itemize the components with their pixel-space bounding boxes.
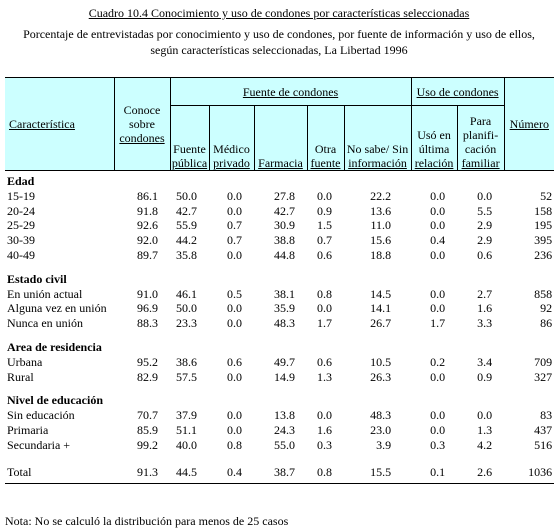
cell-value: 44.2 (176, 233, 197, 248)
cell-value: 48.3 (274, 316, 295, 331)
header-numero: Número (504, 78, 554, 171)
cell-value: 35.8 (176, 247, 197, 262)
total-row (5, 459, 554, 484)
cell-value: 0.0 (477, 408, 493, 423)
cell-value: 70.7 (137, 408, 158, 423)
cell-value: 0.0 (430, 188, 446, 203)
header-uso-group: Uso de condones (411, 78, 504, 106)
cell-value: 0.6 (317, 247, 332, 262)
cell-value: 1.7 (317, 316, 332, 331)
cell-value: 0.0 (430, 286, 446, 301)
cell-value: 26.3 (370, 369, 392, 384)
cell-value: 0.0 (227, 301, 242, 316)
row-label: Sin educación (7, 408, 75, 423)
header-farmacia: Farmacia (254, 106, 307, 171)
row-label: Rural (7, 369, 34, 384)
cell-value: 49.7 (274, 354, 295, 369)
cell-value: 0.3 (430, 437, 446, 452)
table-row (5, 248, 554, 263)
row-label: Alguna vez en unión (7, 301, 107, 316)
row-label: 20-24 (7, 203, 35, 218)
cell-value: 3.9 (376, 437, 392, 452)
header-caracteristica: Característica (5, 78, 114, 171)
cell-value: 0.0 (227, 247, 242, 262)
cell-value: 0.0 (430, 247, 446, 262)
table-row (5, 316, 554, 331)
cell-value: 0.6 (477, 247, 493, 262)
cell-value: 46.1 (176, 286, 197, 301)
cell-value: 99.2 (137, 437, 158, 452)
cell-value: 0.6 (227, 354, 242, 369)
cell-value: 0.0 (227, 203, 242, 218)
cell-value: 0.0 (227, 369, 242, 384)
cell-value: 83 (540, 408, 553, 423)
cell-value: 0.8 (227, 437, 242, 452)
header-no-sabe: No sabe/ Sin información (344, 106, 411, 171)
table-note: Nota: No se calculó la distribución para menos de 25 casos (5, 514, 289, 528)
cell-value: 0.8 (307, 459, 344, 484)
table-row (5, 218, 554, 233)
cell-value: 23.3 (176, 316, 197, 331)
cell-value: 709 (534, 354, 553, 369)
cell-value: 96.9 (137, 301, 158, 316)
cell-value: 10.5 (370, 354, 392, 369)
section-heading: Estado civil (7, 271, 67, 286)
cell-value: 0.0 (227, 408, 242, 423)
cell-value: 1.6 (477, 301, 493, 316)
cell-value: 91.3 (114, 459, 170, 484)
cell-value: 38.8 (274, 233, 295, 248)
cell-value: 0.0 (317, 188, 332, 203)
cell-value: 27.8 (274, 188, 295, 203)
cell-value: 2.9 (477, 218, 493, 233)
table-row (5, 438, 554, 453)
header-conoce: Conoce sobre condones (114, 78, 170, 171)
cell-value: 40.0 (176, 437, 197, 452)
cell-value: 85.9 (137, 422, 158, 437)
cell-value: 88.3 (137, 316, 158, 331)
row-label: 15-19 (7, 188, 35, 203)
cell-value: 91.8 (137, 203, 158, 218)
cell-value: 82.9 (137, 369, 158, 384)
cell-value: 1036 (504, 459, 554, 484)
cell-value: 18.8 (370, 247, 392, 262)
cell-value: 30.9 (274, 218, 295, 233)
cell-value: 395 (534, 233, 553, 248)
row-label: 40-49 (7, 247, 35, 262)
cell-value: 0.5 (227, 286, 242, 301)
cell-value: 95.2 (137, 354, 158, 369)
cell-value: 0.4 (209, 459, 254, 484)
cell-value: 51.1 (176, 422, 197, 437)
row-label: 25-29 (7, 218, 35, 233)
cell-value: 15.5 (344, 459, 411, 484)
section-heading-row (5, 171, 554, 189)
cell-value: 52 (540, 188, 553, 203)
cell-value: 50.0 (176, 188, 197, 203)
cell-value: 24.3 (274, 422, 295, 437)
cell-value: 37.9 (176, 408, 197, 423)
cell-value: 42.7 (274, 203, 295, 218)
table-row (5, 423, 554, 438)
section-heading: Nivel de educación (7, 393, 103, 408)
cell-value: 38.1 (274, 286, 295, 301)
cell-value: 0.0 (317, 408, 332, 423)
cell-value: 86 (540, 316, 553, 331)
table-body (5, 171, 554, 484)
data-table (5, 77, 554, 484)
cell-value: 11.0 (370, 218, 392, 233)
row-label: Primaria (7, 422, 49, 437)
cell-value: 0.3 (317, 437, 332, 452)
cell-value: 1.3 (317, 369, 332, 384)
cell-value: 327 (534, 369, 553, 384)
cell-value: 0.0 (317, 301, 332, 316)
cell-value: 57.5 (176, 369, 197, 384)
cell-value: 1.6 (317, 422, 332, 437)
cell-value: 55.9 (176, 218, 197, 233)
cell-value: 0.0 (227, 188, 242, 203)
section-heading-row (5, 269, 554, 287)
header-medico-privado: Médico privado (209, 106, 254, 171)
cell-value: 15.6 (370, 233, 392, 248)
header-fuente-publica: Fuente pública (170, 106, 209, 171)
cell-value: 44.8 (274, 247, 295, 262)
cell-value: 38.6 (176, 354, 197, 369)
cell-value: 1.3 (477, 422, 493, 437)
cell-value: 0.7 (227, 218, 242, 233)
cell-value: 42.7 (176, 203, 197, 218)
cell-value: 5.5 (477, 203, 493, 218)
cell-value: 2.7 (477, 286, 493, 301)
cell-value: 92 (540, 301, 553, 316)
header-fuente-group: Fuente de condones (170, 78, 411, 106)
cell-value: 2.6 (457, 459, 504, 484)
cell-value: 55.0 (274, 437, 295, 452)
row-label: Nunca en unión (7, 316, 83, 331)
cell-value: 35.9 (274, 301, 295, 316)
cell-value: 14.1 (370, 301, 392, 316)
cell-value: 44.5 (170, 459, 209, 484)
section-heading-row (5, 337, 554, 355)
cell-value: 23.0 (370, 422, 392, 437)
cell-value: 38.7 (254, 459, 307, 484)
header-para-planif: Para planifi- cación familiar (457, 106, 504, 171)
header-otra-fuente: Otra fuente (307, 106, 344, 171)
cell-value: 236 (534, 247, 553, 262)
cell-value: 195 (534, 218, 553, 233)
cell-value: 86.1 (137, 188, 158, 203)
cell-value: 91.0 (137, 286, 158, 301)
cell-value: 48.3 (370, 408, 392, 423)
cell-value: 1.7 (430, 316, 446, 331)
table-row (5, 204, 554, 219)
table-row (5, 189, 554, 204)
cell-value: 0.0 (227, 316, 242, 331)
cell-value: 13.6 (370, 203, 392, 218)
cell-value: 14.9 (274, 369, 295, 384)
cell-value: 158 (534, 203, 553, 218)
cell-value: 0.1 (411, 459, 457, 484)
cell-value: 0.0 (430, 301, 446, 316)
table-subtitle: Porcentaje de entrevistadas por conocimiento y uso de condones, por fuente de información y uso de ellos, según características seleccionadas, La Libertad 1996 (23, 27, 535, 57)
cell-value: 0.0 (430, 408, 446, 423)
row-label: Total (5, 459, 114, 484)
cell-value: 516 (534, 437, 553, 452)
cell-value: 0.7 (227, 233, 242, 248)
cell-value: 0.9 (317, 203, 332, 218)
table-row (5, 301, 554, 316)
cell-value: 0.0 (430, 422, 446, 437)
cell-value: 14.5 (370, 286, 392, 301)
section-heading-row (5, 390, 554, 408)
cell-value: 3.3 (477, 316, 493, 331)
row-label: 30-39 (7, 233, 35, 248)
cell-value: 4.2 (477, 437, 493, 452)
cell-value: 1.5 (317, 218, 332, 233)
table-row (5, 233, 554, 248)
cell-value: 0.0 (227, 422, 242, 437)
cell-value: 22.2 (370, 188, 392, 203)
cell-value: 0.0 (430, 218, 446, 233)
row-label: Secundaria + (7, 437, 71, 452)
cell-value: 26.7 (370, 316, 392, 331)
cell-value: 92.0 (137, 233, 158, 248)
cell-value: 0.0 (430, 203, 446, 218)
section-heading: Edad (7, 174, 35, 188)
cell-value: 858 (534, 286, 553, 301)
cell-value: 92.6 (137, 218, 158, 233)
cell-value: 0.8 (317, 286, 332, 301)
header-uso-ultima: Usó en última relación (411, 106, 457, 171)
cell-value: 0.6 (317, 354, 332, 369)
cell-value: 0.2 (430, 354, 446, 369)
section-heading: Area de residencia (7, 339, 102, 354)
cell-value: 13.8 (274, 408, 295, 423)
cell-value: 3.4 (477, 354, 493, 369)
row-label: En unión actual (7, 286, 83, 301)
table-title: Cuadro 10.4 Conocimiento y uso de condones por características seleccionadas (88, 6, 470, 20)
cell-value: 2.9 (477, 233, 493, 248)
cell-value: 50.0 (176, 301, 197, 316)
cell-value: 0.0 (477, 188, 493, 203)
cell-value: 0.7 (317, 233, 332, 248)
table-row (5, 370, 554, 385)
cell-value: 0.9 (477, 369, 493, 384)
cell-value: 437 (534, 422, 553, 437)
table-row (5, 355, 554, 370)
table-row (5, 287, 554, 302)
table-header (5, 78, 554, 171)
cell-value: 0.0 (430, 369, 446, 384)
table-row (5, 408, 554, 423)
row-label: Urbana (7, 354, 43, 369)
cell-value: 89.7 (137, 247, 158, 262)
cell-value: 0.4 (430, 233, 446, 248)
